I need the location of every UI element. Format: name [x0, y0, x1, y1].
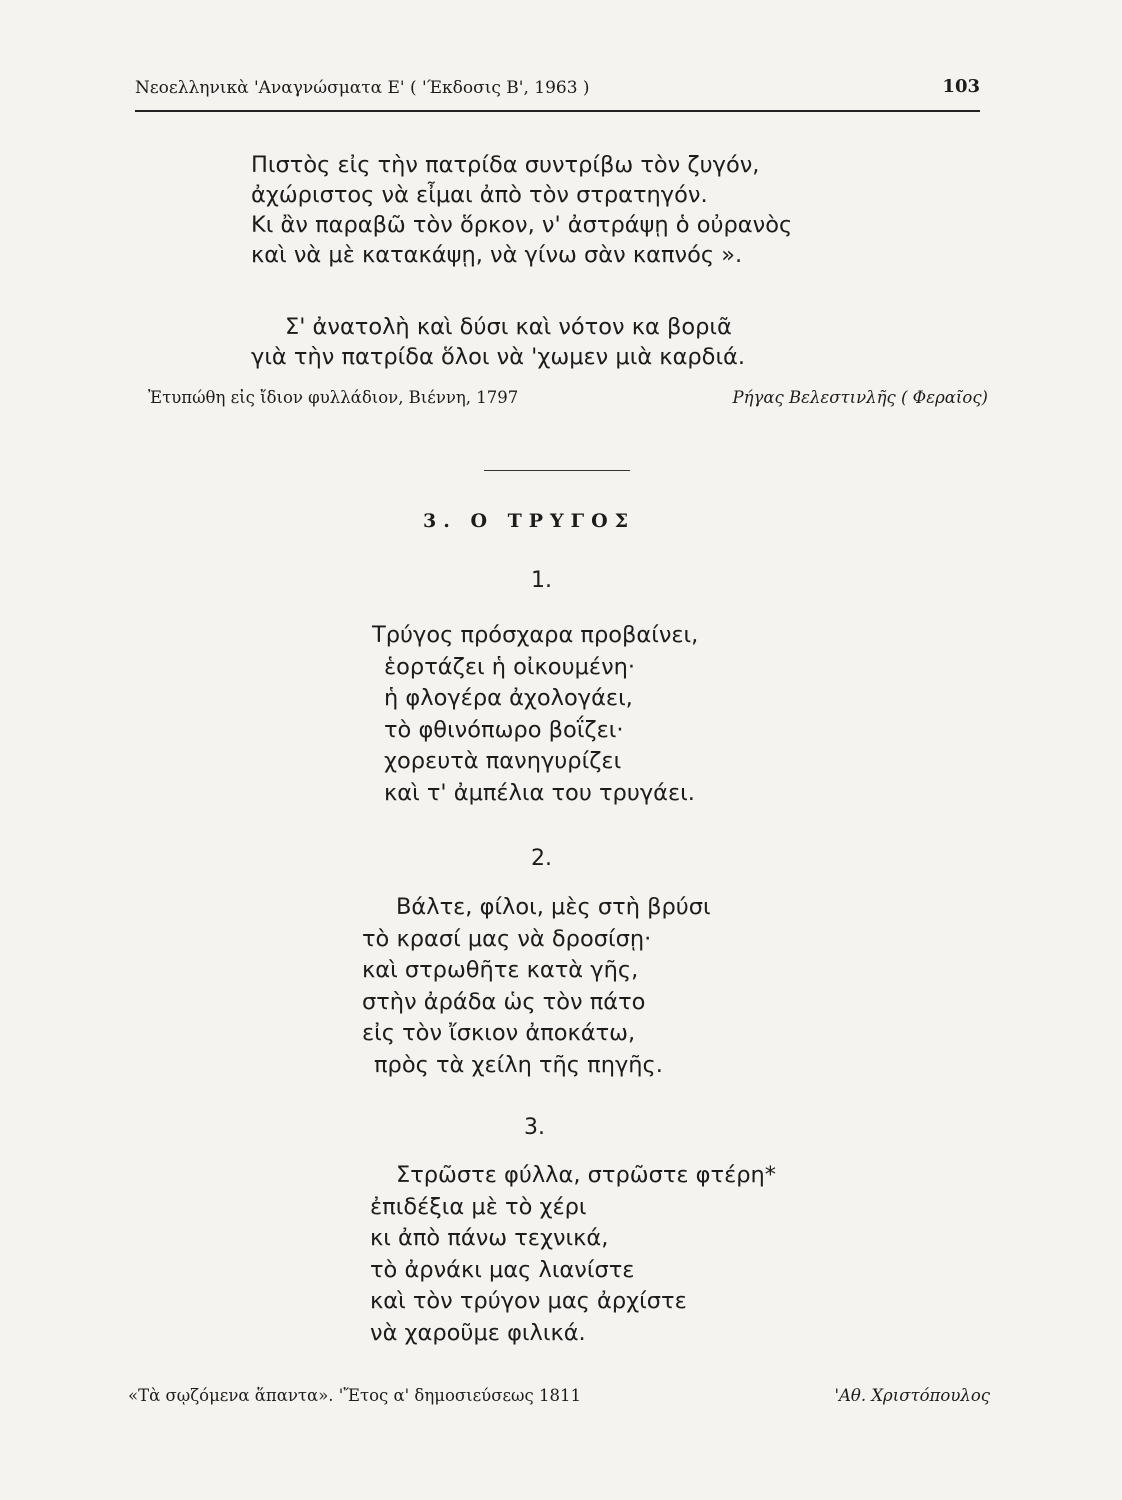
page-number: 103: [942, 76, 980, 97]
verse-line: Τρύγος πρόσχαρα προβαίνει,: [372, 622, 699, 648]
verse-line: ἐπιδέξια μὲ τὸ χέρι: [370, 1193, 587, 1220]
part3-verse: [370, 1160, 776, 1349]
verse-line: τὸ φθινόπωρο βοΐζει·: [384, 716, 624, 743]
verse-line: χορευτὰ πανηγυρίζει: [384, 748, 622, 774]
verse-line: Κι ἂν παραβῶ τὸν ὅρκον, ν' ἀστράψῃ ὁ οὐρανὸς: [251, 212, 793, 238]
verse-line: καὶ τὸν τρύγον μας ἀρχίστε: [370, 1288, 687, 1314]
part2-verse: [362, 892, 711, 1081]
verse-line: γιὰ τὴν πατρίδα ὅλοι νὰ 'χωμεν μιὰ καρδιά.: [251, 344, 746, 370]
poem2-attribution: [128, 1386, 990, 1412]
poem1-author: Ρήγας Βελεστινλῆς ( Φεραῖος): [732, 388, 988, 407]
verse-line: νὰ χαροῦμε φιλικά.: [370, 1319, 586, 1346]
poem1-attribution: [148, 388, 988, 414]
section-divider: [484, 470, 630, 471]
verse-line: τὸ κρασί μας νὰ δροσίσῃ·: [362, 925, 652, 952]
verse-line: Πιστὸς εἰς τὴν πατρίδα συντρίβω τὸν ζυγόν,: [251, 152, 760, 178]
verse-line: Στρῶστε φύλλα, στρῶστε φτέρη*: [396, 1162, 777, 1188]
part-numeral: 2.: [531, 846, 552, 871]
verse-line: καὶ τ' ἀμπέλια του τρυγάει.: [384, 779, 695, 806]
part1-verse: [372, 620, 698, 809]
verse-line: πρὸς τὰ χείλη τῆς πηγῆς.: [374, 1051, 663, 1078]
verse-line: τὸ ἀρνάκι μας λιανίστε: [370, 1256, 635, 1283]
poem1-stanza1: [251, 150, 792, 270]
part-numeral: 3.: [524, 1115, 545, 1140]
verse-line: εἰς τὸν ἴσκιον ἀποκάτω,: [362, 1020, 636, 1046]
running-head: [135, 76, 980, 106]
verse-line: ἡ φλογέρα ἀχολογάει,: [384, 685, 633, 711]
verse-line: Βάλτε, φίλοι, μὲς στὴ βρύσι: [396, 894, 711, 920]
header-rule: [135, 110, 980, 112]
verse-line: καὶ νὰ μὲ κατακάψῃ, νὰ γίνω σὰν καπνός ».: [251, 242, 743, 268]
poem2-source: «Τὰ σῳζόμενα ἅπαντα». 'Ἔτος α' δημοσιεύσεως 1811: [128, 1386, 581, 1405]
poem1-source: Ἐτυπώθη εἰς ἴδιον φυλλάδιον, Βιέννη, 1797: [148, 388, 519, 407]
verse-line: στὴν ἀράδα ὡς τὸν πάτο: [362, 988, 646, 1015]
verse-line: ἑορτάζει ἡ οἰκουμένη·: [384, 653, 636, 680]
running-head-title: Νεοελληνικὰ 'Αναγνώσματα Ε' ( 'Έκδοσις Β', 1963 ): [135, 78, 590, 98]
verse-line: ἀχώριστος νὰ εἶμαι ἀπὸ τὸν στρατηγόν.: [251, 182, 708, 208]
poem1-stanza2: [251, 312, 745, 372]
part-numeral: 1.: [531, 568, 552, 593]
verse-line: καὶ στρωθῆτε κατὰ γῆς,: [362, 957, 639, 983]
verse-line: κι ἀπὸ πάνω τεχνικά,: [370, 1225, 609, 1251]
verse-line: Σ' ἀνατολὴ καὶ δύσι καὶ νότον κα βοριᾶ: [285, 314, 732, 340]
poem2-author: 'Αθ. Χριστόπουλος: [834, 1386, 990, 1405]
section-title: 3. Ο ΤΡΥΓΟΣ: [423, 510, 636, 532]
